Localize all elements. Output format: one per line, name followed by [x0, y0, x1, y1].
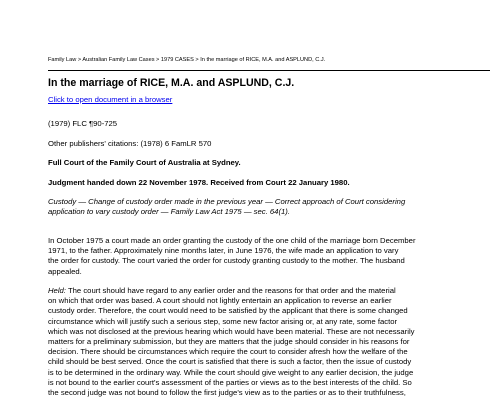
facts-line: In October 1975 a court made an order granting the custody of the one child of the marriage born December: [48, 236, 416, 245]
held-line: which was not disclosed at the previous hearing which would have been material. These are not necessarily: [48, 326, 415, 336]
breadcrumb: [48, 57, 488, 64]
facts-line: the order for custody. The court varied the order for custody granting custody to the mother. The husband: [48, 256, 405, 266]
facts-line: appealed.: [48, 266, 82, 276]
breadcrumb-item-family-law[interactable]: Family Law: [48, 57, 77, 63]
held-line: is not bound to the earlier court's assessment of the parties or views as to the best interests of the child. So: [48, 377, 412, 387]
held-line: child should be best served. Once the court is satisfied that there is such a factor, then the issue of custody: [48, 357, 412, 367]
open-in-browser-link[interactable]: Click to open document in a browser: [48, 95, 173, 104]
held-line: custody order. Therefore, the court would need to be satisfied by the applicant that there is some changed: [48, 306, 408, 316]
header-divider: [48, 70, 490, 71]
breadcrumb-separator: >: [154, 57, 161, 63]
held-line: matters for a preliminary submission, but they are matters that the judge should consider in his reasons for: [48, 337, 410, 347]
held-line: is to be determined in the ordinary way. While the court should give weight to any earlier decision, the judge: [48, 367, 414, 377]
catchwords: [48, 197, 493, 217]
breadcrumb-separator: >: [193, 57, 201, 63]
court-name: Full Court of the Family Court of Australia at Sydney.: [48, 158, 241, 167]
held-line: the second judge was not bound to follow the first judge's view as to the parties or as to their truthfulness,: [48, 388, 406, 398]
judgment-date: Judgment handed down 22 November 1978. Received from Court 22 January 1980.: [48, 178, 350, 187]
held-line: decision. There should be circumstances which require the court to consider afresh how the welfare of the: [48, 347, 408, 357]
held-first-line: [48, 286, 493, 296]
facts-paragraph: [48, 236, 493, 277]
held-line: circumstance which will justify such a serious step, some new factor arising or, at any rate, some factor: [48, 316, 398, 326]
breadcrumb-item-australian-family-law-cases[interactable]: Australian Family Law Cases: [82, 57, 155, 63]
page-title: In the marriage of RICE, M.A. and ASPLUND, C.J.: [48, 77, 295, 89]
breadcrumb-item-1979-cases[interactable]: 1979 CASES: [160, 57, 194, 63]
other-citations: Other publishers' citations: (1978) 6 FamLR 570: [48, 139, 212, 148]
breadcrumb-item-current-case: In the marriage of RICE, M.A. and ASPLUND, C.J.: [200, 57, 326, 63]
breadcrumb-separator: >: [76, 57, 83, 63]
citation: (1979) FLC ¶90-725: [48, 119, 118, 128]
held-first-line-text: The court should have regard to any earlier order and the reasons for that order and the material: [65, 286, 396, 295]
held-line: on which that order was based. A court should not lightly entertain an application to reverse an earlier: [48, 296, 392, 306]
held-paragraph: [48, 286, 493, 398]
held-label: Held:: [48, 286, 66, 295]
facts-line: 1971, to the father. Approximately nine months later, in June 1976, the wife made an application to vary: [48, 246, 399, 256]
catchwords-line: application to vary custody order — Family Law Act 1975 — sec. 64(1).: [48, 207, 290, 217]
catchwords-line: Custody — Change of custody order made in the previous year — Correct approach of Court considering: [48, 197, 406, 206]
